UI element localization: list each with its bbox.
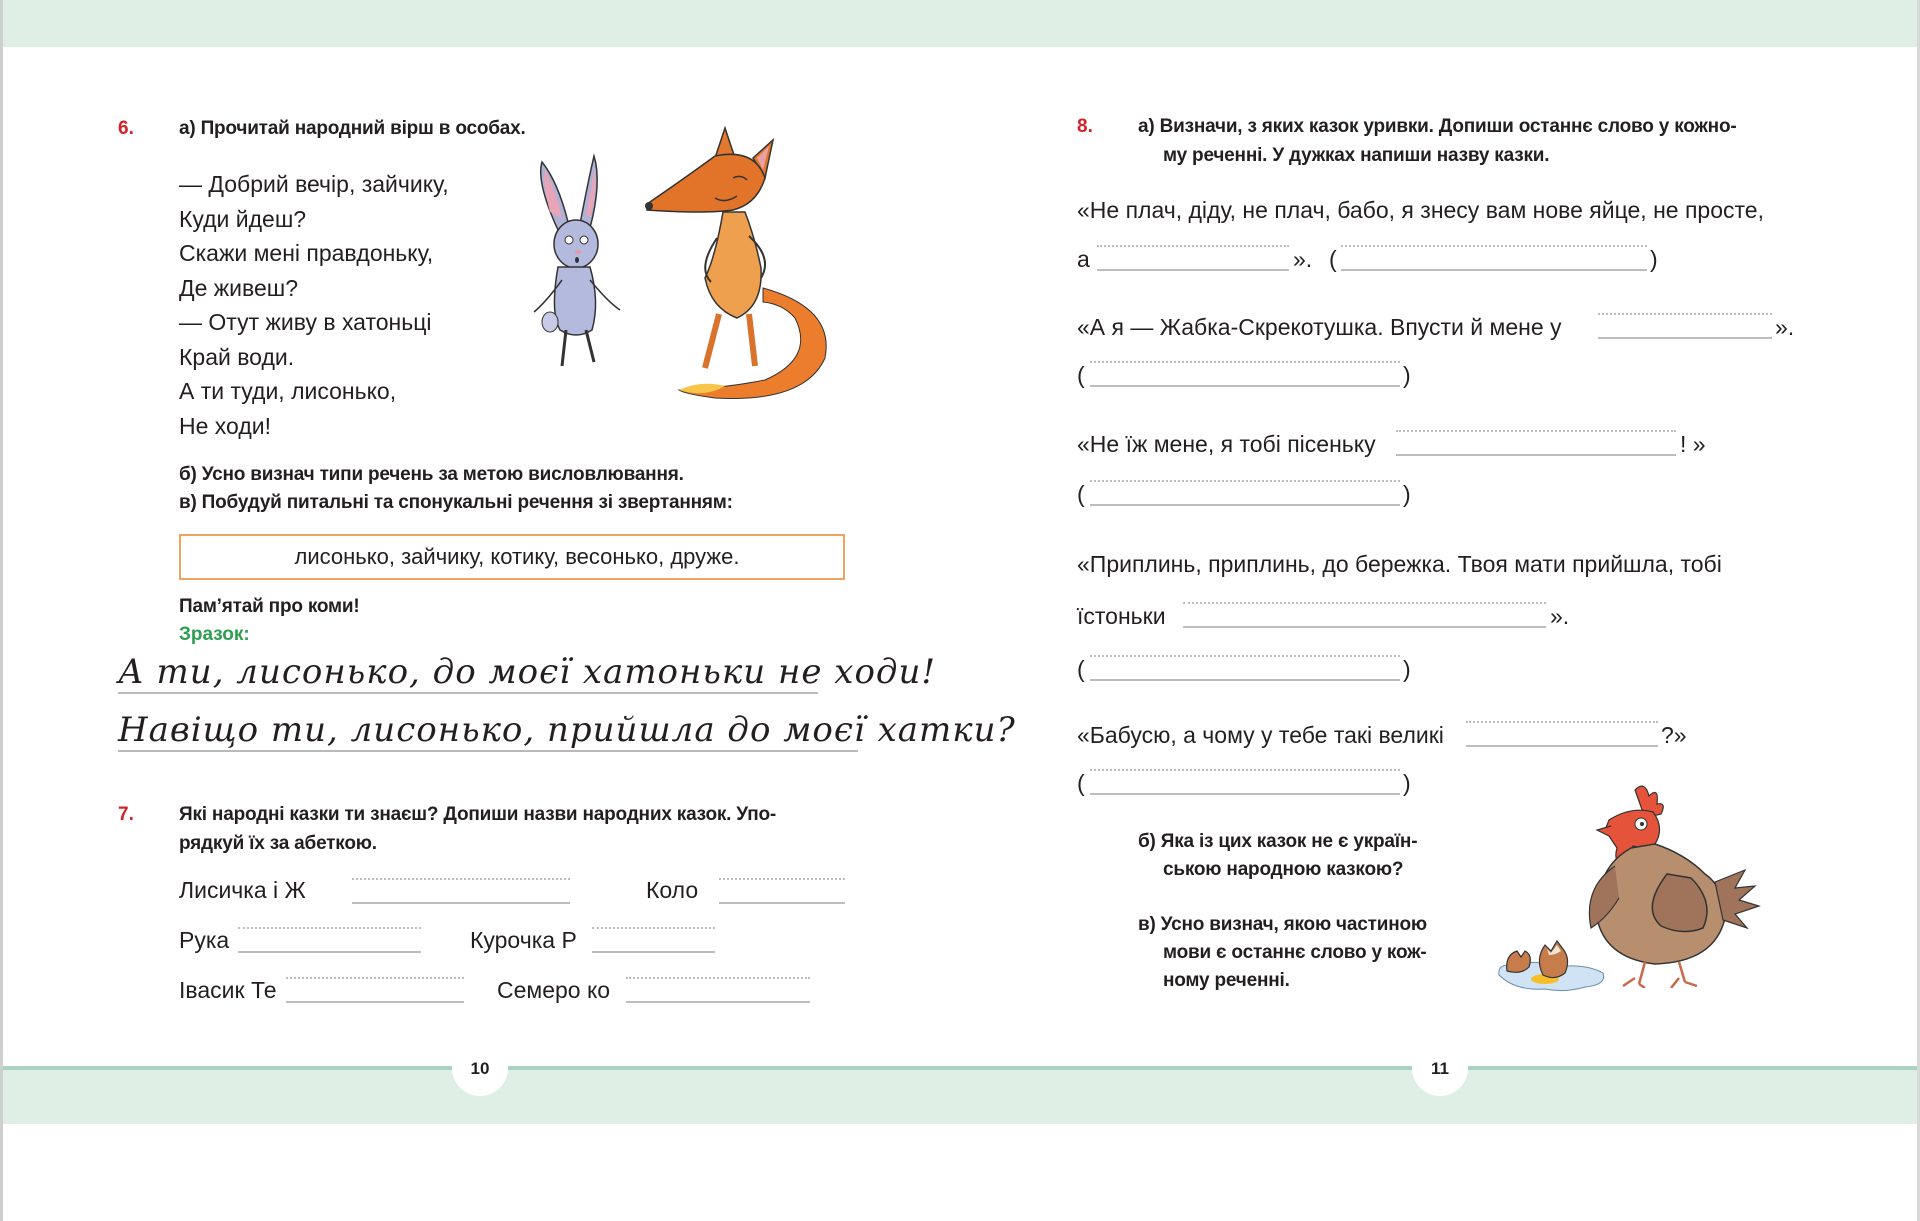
task-number-8: 8. bbox=[1077, 116, 1093, 137]
address-words-box: лисонько, зайчику, котику, весонько, друже. bbox=[179, 534, 845, 580]
poem bbox=[179, 167, 449, 443]
fairy-tale-blank-5[interactable] bbox=[286, 977, 464, 1003]
excerpt-5-suffix: ?» bbox=[1661, 722, 1687, 748]
task6-part-c: в) Побудуй питальні та спонукальні речення зі звертанням: bbox=[179, 492, 733, 513]
excerpt-2-word-blank[interactable] bbox=[1598, 313, 1772, 339]
excerpt-1-prefix: а bbox=[1077, 246, 1090, 272]
excerpt-4-line-1: «Приплинь, приплинь, до бережка. Твоя мати прийшла, тобі bbox=[1077, 551, 1722, 577]
excerpt-3-title-blank[interactable] bbox=[1090, 480, 1400, 506]
excerpt-4-prefix: їстоньки bbox=[1077, 603, 1166, 629]
excerpt-3-open-paren: ( bbox=[1077, 481, 1085, 507]
sample-label: Зразок: bbox=[179, 624, 250, 645]
excerpt-5-title-blank[interactable] bbox=[1090, 769, 1400, 795]
cursive-baseline-1 bbox=[118, 692, 818, 694]
fairy-tale-prefix-6: Семеро ко bbox=[497, 977, 611, 1003]
excerpt-3-line-1: «Не їж мене, я тобі пісеньку bbox=[1077, 431, 1376, 457]
sample-cursive-line-1: А ти, лисонько, до моєї хатоньки не ходи! bbox=[118, 652, 937, 692]
page-number-left: 10 bbox=[452, 1040, 508, 1096]
footer-band bbox=[3, 1070, 1917, 1124]
fairy-tale-blank-6[interactable] bbox=[626, 977, 810, 1003]
excerpt-5-line-1: «Бабусю, а чому у тебе такі великі bbox=[1077, 722, 1444, 748]
poem-line: — Добрий вечір, зайчику, bbox=[179, 171, 449, 197]
poem-line: Куди йдеш? bbox=[179, 205, 307, 232]
poem-line: — Отут живу в хатоньці bbox=[179, 309, 432, 335]
excerpt-2-title-blank[interactable] bbox=[1090, 361, 1400, 387]
poem-line: А ти туди, лисонько, bbox=[179, 378, 397, 404]
fairy-tale-blank-3[interactable] bbox=[238, 927, 421, 953]
task8-part-a-line-1: а) Визначи, з яких казок уривки. Допиши останнє слово у кожно- bbox=[1138, 116, 1737, 137]
poem-line: Край води. bbox=[179, 343, 295, 370]
excerpt-3-word-blank[interactable] bbox=[1396, 430, 1676, 456]
fox-illustration bbox=[645, 118, 840, 408]
task8-part-c-line-3: ному реченні. bbox=[1163, 970, 1290, 991]
fairy-tale-blank-4[interactable] bbox=[592, 927, 715, 953]
hen-illustration bbox=[1575, 778, 1795, 988]
task8-part-c-line-1: в) Усно визнач, якою частиною bbox=[1138, 914, 1427, 935]
excerpt-2-open-paren: ( bbox=[1077, 362, 1085, 388]
task8-part-a-line-2: му реченні. У дужках напиши назву казки. bbox=[1163, 145, 1550, 166]
fairy-tale-prefix-1: Лисичка і Ж bbox=[179, 877, 306, 903]
fairy-tale-prefix-4: Курочка Р bbox=[470, 927, 577, 953]
excerpt-4-close-paren: ) bbox=[1403, 656, 1411, 682]
fairy-tale-prefix-5: Івасик Те bbox=[179, 977, 277, 1003]
task7-line-1: Які народні казки ти знаєш? Допиши назви народних казок. Упо- bbox=[179, 804, 777, 825]
comma-reminder: Пам’ятай про коми! bbox=[179, 596, 360, 617]
task6-part-a: а) Прочитай народний вірш в особах. bbox=[179, 118, 526, 139]
fairy-tale-prefix-3: Рука bbox=[179, 927, 230, 953]
excerpt-2-close-paren: ) bbox=[1403, 362, 1411, 388]
excerpt-1-close-paren: ) bbox=[1650, 246, 1658, 272]
page-number-right: 11 bbox=[1412, 1040, 1468, 1096]
task8-part-b-line-2: ською народною казкою? bbox=[1163, 859, 1404, 880]
poem-line: Скажи мені правдоньку, bbox=[179, 240, 434, 266]
poem-line: Не ходи! bbox=[179, 412, 271, 439]
excerpt-4-title-blank[interactable] bbox=[1090, 655, 1400, 681]
task8-part-b-line-1: б) Яка із цих казок не є україн- bbox=[1138, 831, 1418, 852]
page-edge-left bbox=[0, 0, 3, 1221]
task8-part-c-line-2: мови є останнє слово у кож- bbox=[1163, 942, 1427, 963]
excerpt-1-title-blank[interactable] bbox=[1341, 245, 1647, 271]
cursive-baseline-2 bbox=[118, 750, 858, 752]
excerpt-1-suffix: ». bbox=[1293, 246, 1313, 272]
hare-illustration bbox=[528, 152, 638, 374]
fairy-tale-prefix-2: Коло bbox=[646, 877, 699, 903]
header-band bbox=[3, 0, 1917, 47]
task6-part-b: б) Усно визнач типи речень за метою висловлювання. bbox=[179, 464, 684, 485]
excerpt-5-word-blank[interactable] bbox=[1466, 721, 1658, 747]
excerpt-3-suffix: ! » bbox=[1680, 431, 1706, 457]
excerpt-1-open-paren: ( bbox=[1329, 246, 1337, 272]
task-number-7: 7. bbox=[118, 804, 134, 825]
excerpt-1-line-1: «Не плач, діду, не плач, бабо, я знесу вам нове яйце, не просте, bbox=[1077, 197, 1764, 223]
sample-cursive-line-2: Навіщо ти, лисонько, прийшла до моєї хатки? bbox=[118, 710, 1016, 750]
excerpt-2-suffix: ». bbox=[1775, 314, 1795, 340]
excerpt-1-word-blank[interactable] bbox=[1097, 245, 1289, 271]
excerpt-4-suffix: ». bbox=[1550, 603, 1570, 629]
excerpt-5-open-paren: ( bbox=[1077, 770, 1085, 796]
fairy-tale-blank-2[interactable] bbox=[719, 878, 845, 904]
excerpt-3-close-paren: ) bbox=[1403, 481, 1411, 507]
excerpt-5-close-paren: ) bbox=[1403, 770, 1411, 796]
task7-line-2: рядкуй їх за абеткою. bbox=[179, 833, 377, 854]
excerpt-4-word-blank[interactable] bbox=[1183, 602, 1546, 628]
poem-line: Де живеш? bbox=[179, 274, 298, 301]
excerpt-4-open-paren: ( bbox=[1077, 656, 1085, 682]
excerpt-2-line-1: «А я — Жабка-Скрекотушка. Впусти й мене у bbox=[1077, 314, 1562, 340]
task-number-6: 6. bbox=[118, 118, 134, 139]
fairy-tale-blank-1[interactable] bbox=[352, 878, 570, 904]
